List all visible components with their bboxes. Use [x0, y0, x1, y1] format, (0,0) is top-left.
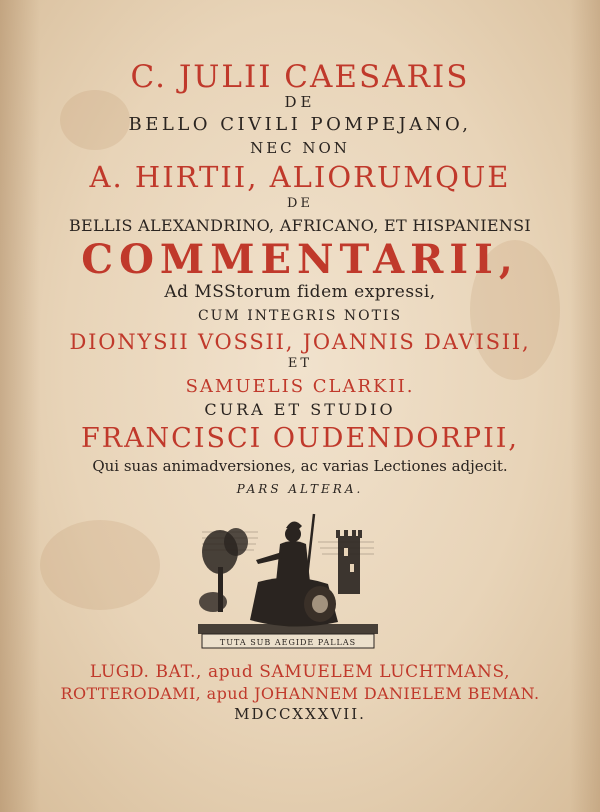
- title-oudendorp: FRANCISCI OUDENDORPII,: [81, 423, 519, 454]
- title-clarke: SAMUELIS CLARKII.: [185, 376, 415, 397]
- title-de-1: DE: [284, 93, 316, 111]
- title-commentarii: COMMENTARII,: [81, 236, 519, 283]
- vignette-motto: TUTA SUB AEGIDE PALLAS: [219, 638, 357, 647]
- imprint-rotterdam: ROTTERODAMI, apud JOHANNEM DANIELEM BEMAN.: [60, 684, 540, 703]
- title-notes: CUM INTEGRIS NOTIS: [197, 308, 403, 324]
- title-additions: Qui suas animadversiones, ac varias Lectiones adjecit.: [92, 457, 508, 475]
- imprint-year: MDCCXXXVII.: [234, 705, 366, 723]
- imprint-leiden: LUGD. BAT., apud SAMUELEM LUCHTMANS,: [89, 662, 511, 682]
- foxing-stain: [40, 520, 160, 610]
- printer-device-vignette: [198, 512, 378, 652]
- title-et: ET: [287, 356, 313, 371]
- title-volume: PARS ALTERA.: [236, 482, 364, 496]
- title-author: C. JULII CAESARIS: [130, 59, 470, 95]
- title-manuscripts: Ad MSStorum fidem expressi,: [164, 282, 436, 302]
- title-wars: BELLIS ALEXANDRINO, AFRICANO, ET HISPANIENSI: [68, 216, 531, 235]
- title-editors: DIONYSII VOSSII, JOANNIS DAVISII,: [69, 330, 531, 354]
- title-hirtius: A. HIRTII, ALIORUMQUE: [89, 160, 511, 194]
- title-nec-non: NEC NON: [250, 139, 350, 157]
- minerva-engraving-icon: [198, 512, 378, 652]
- title-cura: CURA ET STUDIO: [204, 400, 396, 419]
- title-work: BELLO CIVILI POMPEJANO,: [128, 114, 472, 135]
- title-de-2: DE: [287, 196, 313, 211]
